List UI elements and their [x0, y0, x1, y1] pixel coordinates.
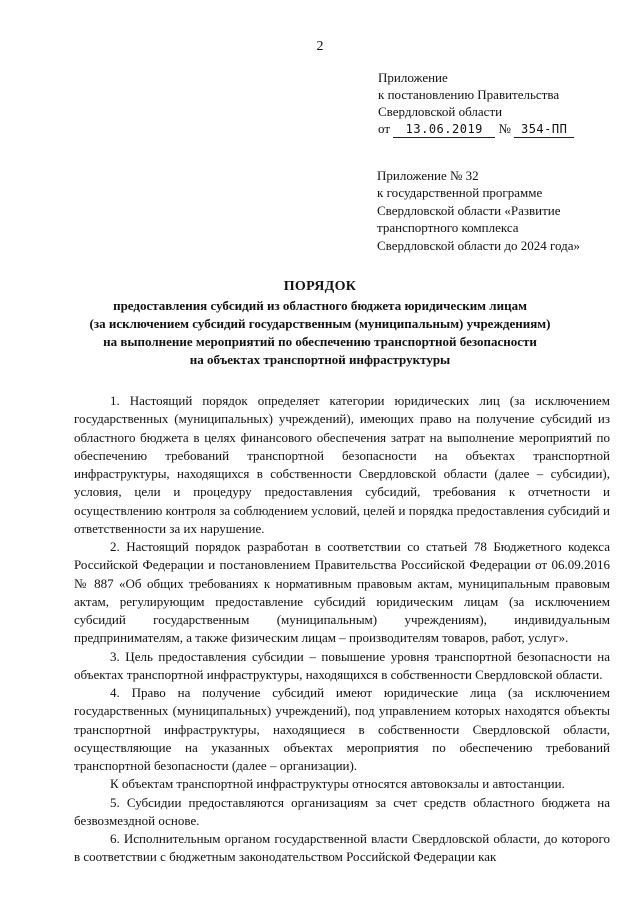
appendix-line-1: Приложение	[378, 70, 448, 85]
title-line-2: (за исключением субсидий государственным (муниципальным) учреждениям)	[89, 316, 551, 331]
appendix-line-2: к постановлению Правительства	[378, 87, 560, 102]
paragraph-6: 6. Исполнительным органом государственной власти Свердловской области, до которого в соответствии с бюджетным законодательством Российской Федерации как	[74, 831, 610, 865]
number-label: №	[498, 121, 511, 136]
paragraph-4: 4. Право на получение субсидий имеют юридические лица (за исключением государственных (муниципальных) учреждений), под управлением которых находятся объекты транспортной инфраструктуры, находящиеся в собственности Свердловской области, осуществляющие на указанных объектах мероприятия по обеспечению требований транспортной безопасности (далее – организации).	[74, 685, 610, 773]
title-line-4: на объектах транспортной инфраструктуры	[189, 352, 451, 367]
resolution-date-number	[378, 120, 623, 138]
resolution-date: 13.06.2019	[393, 122, 495, 138]
page-number: 2	[316, 39, 324, 54]
program-appendix-line-4: транспортного комплекса	[377, 220, 519, 236]
program-appendix-line-1: Приложение № 32	[377, 168, 479, 183]
document-title	[0, 277, 640, 369]
from-label: от	[378, 121, 391, 136]
paragraph-1: 1. Настоящий порядок определяет категории юридических лиц (за исключением государственных (муниципальных) учреждений), имеющих право на получение субсидий из областного бюджета в целях финансового обеспечения затрат на выполнение мероприятий по обеспечению требований транспортной безопасности на объектах транспортной инфраструктуры, находящихся в собственности Свердловской области (далее – субсидии), условия, цели и процедуру предоставления субсидий, требования к отчетности и осуществлению контроля за соблюдением условий, целей и порядка предоставления субсидий и ответственности за их нарушение.	[74, 393, 610, 536]
paragraph-4-note: К объектам транспортной инфраструктуры относятся автовокзалы и автостанции.	[110, 776, 565, 792]
title-main: ПОРЯДОК	[283, 279, 357, 294]
program-appendix-line-2: к государственной программе	[377, 185, 543, 201]
program-appendix-line-5: Свердловской области до 2024 года»	[377, 237, 580, 253]
document-body	[74, 392, 610, 867]
program-appendix-header	[377, 167, 627, 254]
resolution-number: 354-ПП	[514, 122, 574, 138]
paragraph-2: 2. Настоящий порядок разработан в соответствии со статьей 78 Бюджетного кодекса Российской Федерации и постановлением Правительства Российской Федерации от 06.09.2016 № 887 «Об общих требованиях к нормативным правовым актам, муниципальным правовым актам, регулирующим предоставление субсидий юридическим лицам (за исключением субсидий государственным (муниципальным) учреждениям), индивидуальным предпринимателям, а также физическим лицам – производителям товаров, работ, услуг».	[74, 539, 610, 646]
title-line-3: на выполнение мероприятий по обеспечению транспортной безопасности	[103, 334, 537, 349]
paragraph-3: 3. Цель предоставления субсидии – повышение уровня транспортной безопасности на объектах транспортной инфраструктуры, находящихся в собственности Свердловской области.	[74, 648, 610, 682]
program-appendix-line-3: Свердловской области «Развитие	[377, 202, 561, 218]
resolution-appendix-header	[378, 69, 623, 138]
title-line-1: предоставления субсидий из областного бюджета юридическим лицам	[113, 298, 527, 313]
appendix-line-3: Свердловской области	[378, 104, 503, 119]
paragraph-5: 5. Субсидии предоставляются организациям за счет средств областного бюджета на безвозмездной основе.	[74, 794, 610, 828]
